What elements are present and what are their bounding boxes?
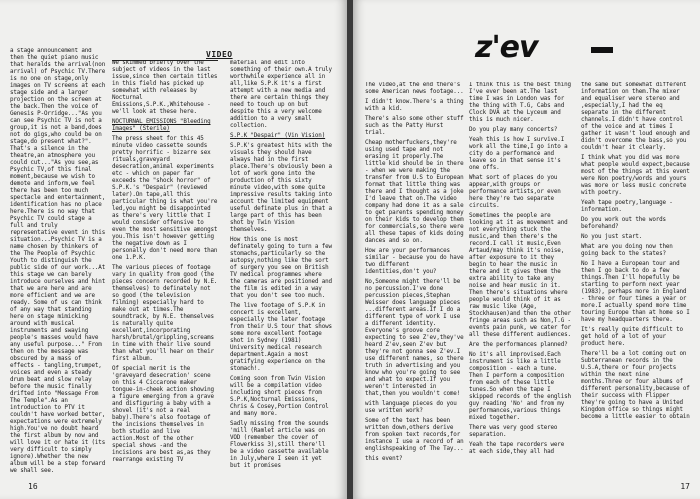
paragraph: No I have a European tour and then I go back to do a few things.Then I'll hopefully be starting to perform next year (1983), perhaps more in England - three or four times a year or more.I actually spend more time touring Europe than at home so I have my headquarters there. — [581, 261, 690, 323]
paragraph: a stage announcement and then the quiet piano music that heralds the arrival(non arrival) of Psychic TV.There is no one on stage,only images on TV screens at each stage side and a larger projection on the screen at the back.Then the voice of Genesis P-Orridge..."As you can see Psychic TV is not a group,it is not a band,does not do gigs,who could be on stage,do present what?". That's a silence in the theatre,an atmosphere you could cut..."As you see,as Psychic TV,of this final moment,because we wish to demote and inform,we feel there has been too much spectacle and entertainment, identification has no place here.There is no way that Psychic TV could stage a full and truly representative event in this situation...Psychic TV is a name chosen by thinkers of the The People of Psychic Youth to distinguish the public side of our work...At this stage we can barely introduce ourselves and hint that we are here and are more efficient and we are ready. Some of us can think of any way that standing here on stage mimicking around with musical instruments and swaying people's masses would have any useful purpose..." From then on the message was obscured by a mass of effects - tangling,trumpet, voices and even a steady drum beat and slow relay before the music finally drifted into "Message From The Temple".As an introduction to PTV it couldn't have worked better, expectations were extremely high.You've no doubt heard the first album by now and will love it or hate it (its very difficult to simply ignore).Whether the new album will be a step forward we shall see. — [10, 48, 106, 474]
paragraph: We skimmed briefly over the subject of videos in the last issue,since then certain titles in this field has picked up somewhat with releases by Nocturnal Emissions,S.P.K.,Whitehouse -we'll look at these here. — [112, 60, 218, 115]
paragraph: There'll be a lot coming out on Subterranean records in the U.S.A,there or four projects within the next nine months.Three or four albums of different personality,because of their success with Flipper they're going to have a United Kingdom office so things might become a little easier to obtain — [581, 351, 690, 420]
question: What are you doing now then going back to the states? — [581, 244, 673, 257]
paragraph: The press sheet for this 45 minute video cassette sounds pretty horrific - bizarre sex rituals,graveyard desecration,animal experiments etc - which on paper far exceeds the "shock horror" of S.P.K.'s "Despair" (reviewed later).On tape,all this particular thing is what you're led,you might be disappointed as there's very little that I would consider offensive to even the most sensitive amongst you.This isn't however getting the negative down as I personally don't need more than one 1.P.K. — [112, 136, 218, 261]
paragraph: Of special merit is the 'graveyard desecration' scene on this 4 Ciccarone maker tongue-in-cheek action showing a figure emerging from a grave and disfiguring a baby with a shovel (it's not a real baby).There's also footage of the incisions themselves in both studio and live action.Most of the other special shows -and the incisions are best as,as they rearrange existing TV — [112, 366, 214, 463]
paragraph: The video,at the end there's some American news footage... — [365, 82, 464, 95]
paragraph: The live footage of S.P.K in concert is excellent, especially the later footage from their U.S tour that shows some more excellent footage shot in Sydney (1981) University medical research department.Again a most gratifying experience on the stomach!. — [230, 303, 332, 372]
paragraph: I think what you did was more what people would expect,because most of the things at this event were Non poetry/words and yours was more or less music concrete with poetry. — [581, 155, 690, 196]
paragraph: S.P.K's greatest hits with the visuals they should have always had in the first place.There's obviously been a lot of work gone into the production of this sixty minute video,with some quite impressive results taking into account the limited equipment useful definate plus in that a large part of this has been shot by Twin Vision themselves. — [230, 143, 332, 233]
paragraph: How this one is most definately going to turn a few stomachs,particularly so the autopsy,nothing like the sort of surgery you see on British TV medical programmes where the cameras are positioned and the film is edited in a way that you don't see too much. — [230, 237, 332, 299]
right-column-2 — [469, 82, 573, 492]
subheading: S.P.K "Despair" (Vin Vision) — [230, 133, 326, 139]
paragraph: I didn't know.There's a thing with a kid. — [365, 99, 464, 112]
section-header-video: VIDEO — [206, 50, 233, 59]
left-page — [0, 0, 347, 499]
logo-dash — [591, 47, 613, 53]
left-column-3 — [230, 60, 334, 488]
zev-logo: z'ev — [475, 30, 538, 65]
subheading: NOCTURNAL EMISSIONS "Bleeding Images" (Sterile) — [112, 119, 211, 132]
question: How are your performances similar - because you do have two different identities,don't you? — [365, 248, 464, 275]
question: Do you work out the words beforehand? — [581, 217, 666, 230]
question: Do you play many concerts? — [469, 127, 558, 133]
paragraph: material and edit into something of their own.A truly worthwhile experience all in all,like S.P.K it's a first attempt with a new media and there are certain things they need to touch up on but despite this a very welcome addition to a very small collection. — [230, 60, 332, 129]
paragraph: I think this is the best thing I've ever been at.The last time I was in London was for the thing with T.G, Cabs and Clock DVA at the Lyceum and this is much nicer. — [469, 82, 571, 123]
paragraph: No,Someone might there'll be no percussion.I've done percussion pieces,Stephan Weisser does language pieces ...different areas.If I do a different type of work I use a different identity. Everyone's groove core expecting to see Z'ev,they've heard Z'ev,seen Z'ev but they're not gonna see Z'ev.I use different names, so there truth in advertising and you know who you're going to see and what to expect.If you weren't interested in that,then you wouldn't come! — [365, 279, 464, 397]
question: What sort of places do you appear,with groups or performance artists,or even here they're two separate circuits. — [469, 175, 561, 209]
question: There was very good stereo separation. — [469, 425, 558, 438]
paragraph: Yeah this is how I survive.I work all the time,I go into a city do a performance and leave so in that sense it's one offs. — [469, 137, 568, 171]
question: with language pieces do you use written work? — [365, 401, 457, 414]
paragraph: The various pieces of footage vary in quality from good (the pieces concern recorded by N.E. themselves) to definately not so good (the television filming) especially hard to make out at times.The soundtrack, by N.E. themselves is naturally quite excellent,incorporating harsh/brutal/grippling,screams in time with their live sound than what you'll hear on their first album. — [112, 265, 218, 362]
left-column-2 — [112, 60, 218, 488]
question: Are the performances planned? — [469, 342, 568, 348]
page-number: 17 — [680, 482, 690, 491]
paragraph: Coming soon from Twin Vision will be a compilation video including short pieces from S.P.K,Nocturnal Emissions, Chris & Cosey,Portion Control and many more. — [230, 376, 329, 417]
paragraph: There's also some other stuff such as the Patty Hurst trial. — [365, 116, 464, 136]
paragraph: No it's all improvised.Each instrument is like a little composition - each a tune. Then I perform a composition from each of these little tunes.So when the tape I skipped records of the english guy reading 'No' and from my performances,various things mixed together. — [469, 352, 571, 421]
right-page — [353, 0, 700, 499]
paragraph: Sadly missing from the sounds 'mill (Ramlet article was on VOD (remember the cover of Flowerkiss 3),still there'll be a video cassette available in July,where I seen it yet but it promises — [230, 421, 329, 469]
left-column-1 — [10, 48, 108, 488]
paragraph: Some of the text has been written down,others derive from spoken text records,for instance I use a record of an englishspeaking of The Tay... — [365, 418, 464, 452]
right-column-1 — [365, 82, 465, 492]
paragraph: Cheap motherfuckers,they're using used tape and not erasing it properly.The little kid should be in there - when we were making the transfer from U.S to European format that little thing was there and I thought as a joke I'd leave that on.The video company had done it as a sale to get parents spending money on their kids to develop them for commercials,so there were all these tapes of kids doing dances and so on. — [365, 140, 464, 244]
paragraph: Sometimes the people are looking at it as movement and not everything stuck the music,and then there's the record.I call it music,Even Artaud/may think it's noise, after exposure to it they begin to hear the music in there and it gives them the extra ability to take any noise and hear music in it. Then there's situations where people would think of it as raw music like (Age, Stockhausen)and then the other fringe areas such as Non,T.G - events pain punk, we cater for all these different audiences. — [469, 213, 571, 338]
paragraph: Yeah tape poetry,language - information. — [581, 200, 673, 213]
question: It's really quite difficult to get hold of a lot of your product here. — [581, 327, 683, 347]
paragraph: Yeah the tape recorders were at each side,they all had — [469, 442, 565, 455]
page-number: 16 — [28, 482, 38, 491]
paragraph: the same but somewhat different information on them.The mixer and equaliser were stereo and ,especially,I had the eq separate in the different channels.I didn't have control of the voice and at times I gather it wasn't loud enough and didn't overcome the bass,so you couldn't hear it clearly. — [581, 82, 690, 151]
right-column-3 — [581, 82, 691, 492]
question: this event? — [365, 456, 403, 462]
paragraph: No you just start. — [581, 234, 643, 240]
